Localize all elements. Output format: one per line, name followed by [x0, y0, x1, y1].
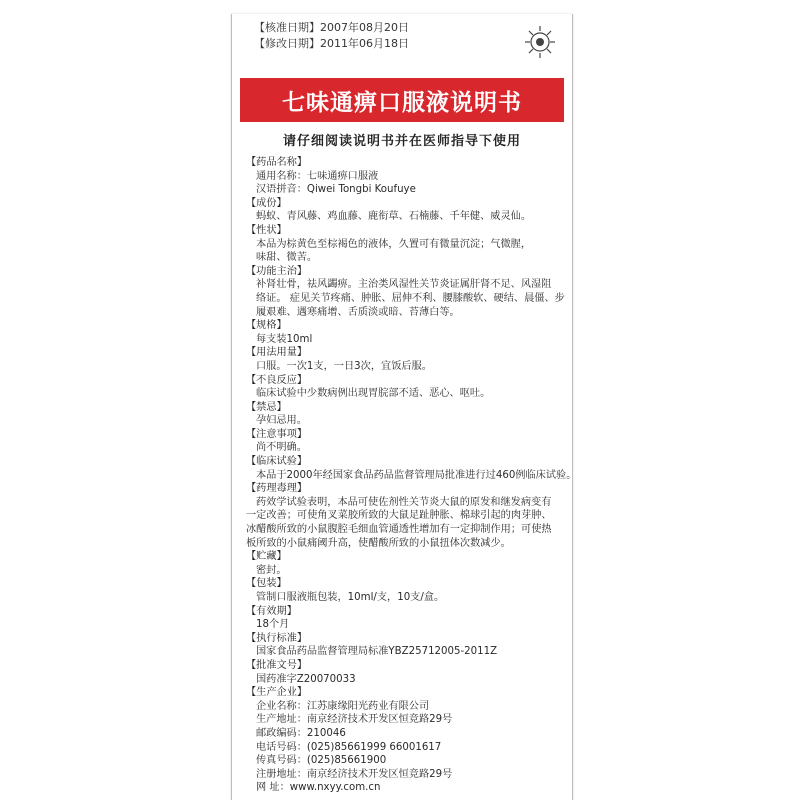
- properties-text: [246, 238, 564, 265]
- section-heading-validity: 【有效期】: [246, 605, 297, 617]
- sun-emblem-icon: [522, 22, 558, 62]
- section-heading-name: 【药品名称】: [246, 157, 308, 168]
- ingredients-text: 蚂蚁、青风藤、鸡血藤、鹿衔草、石楠藤、千年健、威灵仙。: [256, 211, 532, 223]
- pinyin-name: 汉语拼音：Qiwei Tongbi Koufuye: [256, 184, 416, 196]
- pharmacology-line: 板所致的小鼠痛阈升高，使醋酸所致的小鼠扭体次数减少。: [246, 537, 511, 549]
- section-heading-contraindication: 【禁忌】: [246, 401, 287, 413]
- leaflet-sheet: [231, 14, 577, 800]
- section-heading-manufacturer: 【生产企业】: [246, 687, 308, 699]
- date-block: [254, 20, 409, 52]
- manufacturer-line: 传真号码：(025)85661900: [256, 755, 387, 767]
- subtitle: 请仔细阅读说明书并在医师指导下使用: [282, 134, 521, 149]
- section-heading-precautions: 【注意事项】: [246, 428, 308, 440]
- manufacturer-website: 网 址：www.nxyy.com.cn: [256, 782, 381, 794]
- section-heading-adverse: 【不良反应】: [246, 374, 308, 386]
- properties-line: 味甜、微苦。: [256, 252, 318, 264]
- section-heading-ingredients: 【成份】: [246, 197, 287, 209]
- title-banner: [240, 78, 564, 122]
- adverse-text: 临床试验中少数病例出现胃脘部不适、恶心、呕吐。: [256, 388, 491, 400]
- pharmacology-line: 一定改善；可使角叉菜胶所致的大鼠足趾肿胀、棉球引起的肉芽肿、: [246, 510, 552, 522]
- indications-line: 补肾壮骨，祛风蠲痹。主治类风湿性关节炎证属肝肾不足、风湿阻: [256, 279, 552, 291]
- section-heading-storage: 【贮藏】: [246, 551, 287, 563]
- clinical-text: 本品于2000年经国家食品药品监督管理局批准进行过460例临床试验。: [256, 469, 577, 481]
- validity-text: 18个月: [256, 619, 290, 631]
- storage-text: 密封。: [256, 564, 287, 576]
- indications-line: 履艰难、遇寒痛增、舌质淡或暗、苔薄白等。: [256, 306, 460, 318]
- section-heading-clinical: 【临床试验】: [246, 456, 308, 468]
- section-heading-indications: 【功能主治】: [246, 265, 308, 277]
- contraindication-text: 孕妇忌用。: [256, 415, 307, 427]
- manufacturer-line: 生产地址：南京经济技术开发区恒竞路29号: [256, 714, 453, 726]
- manufacturer-line: 注册地址：南京经济技术开发区恒竞路29号: [256, 768, 453, 780]
- manufacturer-line: 邮政编码：210046: [256, 727, 346, 739]
- manufacturer-line: 电话号码：(025)85661999 66001617: [256, 741, 442, 753]
- standard-text: 国家食品药品监督管理局标准YBZ25712005-2011Z: [256, 646, 498, 658]
- leaflet-content: [246, 156, 577, 795]
- pharmacology-line: 药效学试验表明，本品可使佐剂性关节炎大鼠的原发和继发病变有: [256, 496, 552, 508]
- section-heading-spec: 【规格】: [246, 320, 287, 332]
- precautions-text: 尚不明确。: [256, 442, 307, 454]
- section-heading-usage: 【用法用量】: [246, 347, 308, 359]
- usage-text: 口服。一次1支，一日3次，宜饭后服。: [256, 360, 432, 372]
- section-heading-approval-no: 【批准文号】: [246, 659, 308, 671]
- approval-date: 【核准日期】2007年08月20日: [254, 21, 409, 34]
- indications-line: 络证。 症见关节疼痛、肿胀、屈伸不利、腰膝酸软、硬结、晨僵、步: [256, 292, 565, 304]
- revision-date: 【修改日期】2011年06月18日: [254, 37, 409, 50]
- section-heading-properties: 【性状】: [246, 224, 287, 236]
- pharmacology-line: 冰醋酸所致的小鼠腹腔毛细血管通透性增加有一定抑制作用；可使热: [246, 524, 552, 536]
- indications-text: [246, 278, 564, 319]
- package-text: 管制口服液瓶包装，10ml/支，10支/盒。: [256, 592, 445, 603]
- approval-no-text: 国药准字Z20070033: [256, 673, 356, 685]
- document-title: 七味通痹口服液说明书: [282, 89, 522, 116]
- section-heading-package: 【包装】: [246, 578, 287, 590]
- manufacturer-line: 企业名称：江苏康缘阳光药业有限公司: [256, 700, 430, 712]
- section-heading-pharmacology: 【药理毒理】: [246, 483, 308, 495]
- properties-line: 本品为棕黄色至棕褐色的液体，久置可有微量沉淀；气微腥，: [256, 238, 532, 250]
- common-name: 通用名称：七味通痹口服液: [256, 170, 379, 182]
- spec-text: 每支装10ml: [256, 333, 313, 345]
- pharmacology-text: [246, 496, 564, 550]
- section-heading-standard: 【执行标准】: [246, 632, 308, 644]
- manufacturer-info: [246, 700, 564, 795]
